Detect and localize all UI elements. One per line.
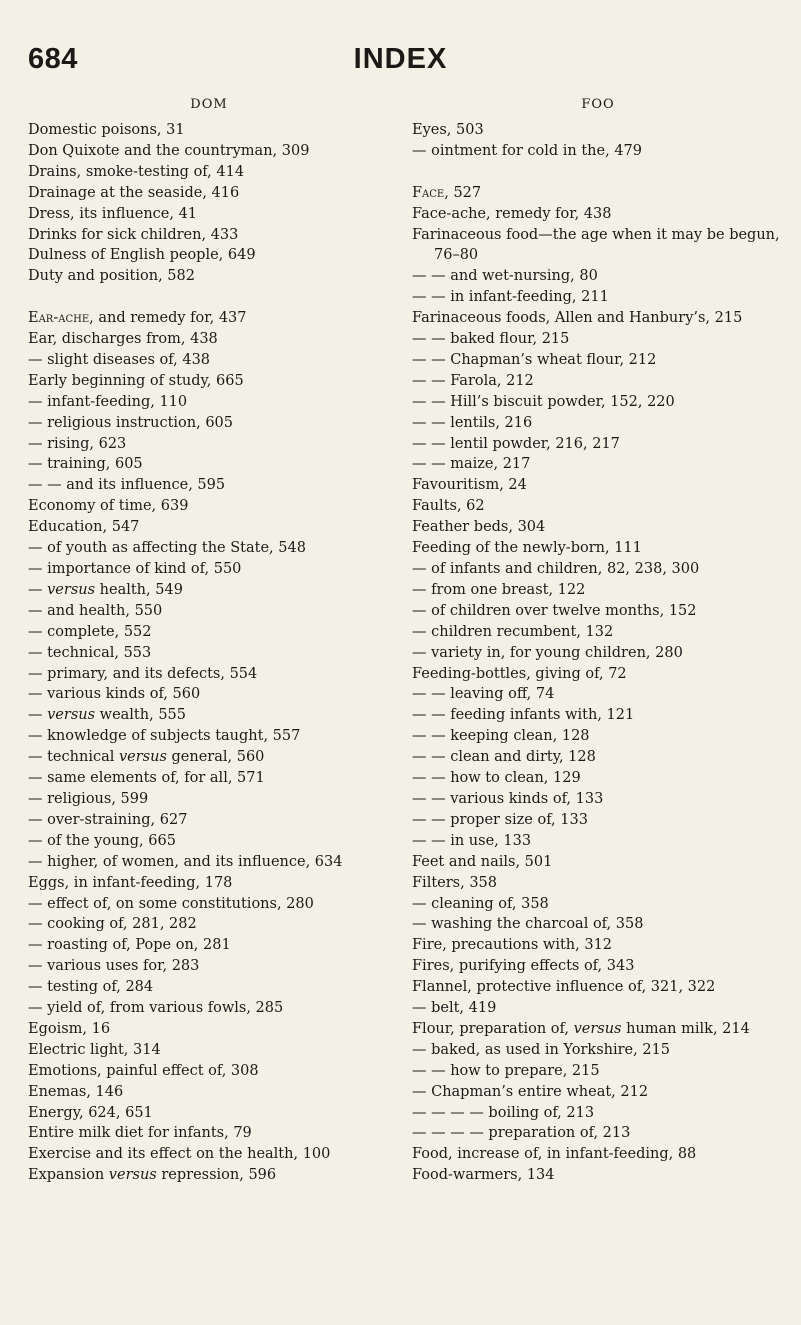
index-entry: [412, 810, 784, 831]
entry-text: — importance of kind of, 550: [28, 561, 242, 578]
right-column: [412, 96, 784, 1186]
index-entry: [28, 684, 390, 705]
entry-text: Drinks for sick children, 433: [28, 226, 239, 243]
index-entry: [28, 496, 390, 517]
entry-text: — — feeding infants with, 121: [412, 707, 635, 724]
entry-text: — washing the charcoal of, 358: [412, 916, 644, 933]
index-entry: [412, 935, 784, 956]
index-entry: [28, 1019, 390, 1040]
index-entry: [412, 454, 784, 475]
entry-text: Food, increase of, in infant-feeding, 88: [412, 1146, 697, 1163]
entry-text: Food-warmers, 134: [412, 1167, 555, 1184]
entry-text: — religious, 599: [28, 790, 149, 807]
entry-text: — baked, as used in Yorkshire, 215: [412, 1041, 671, 1058]
index-entry: [412, 496, 784, 517]
right-catchword: FOO: [581, 97, 615, 112]
entry-text: Eyes, 503: [412, 122, 484, 138]
index-entry: [28, 852, 390, 873]
entry-text: Duty and position, 582: [28, 268, 195, 285]
entry-text: — same elements of, for all, 571: [28, 770, 265, 787]
index-entry: [412, 747, 784, 768]
entry-text: — — leaving off, 74: [412, 686, 555, 703]
index-entry: [28, 1040, 390, 1061]
index-entry: [28, 1082, 390, 1103]
entry-text: — higher, of women, and its influence, 634: [28, 853, 343, 870]
entry-text: — ointment for cold in the, 479: [412, 142, 642, 159]
entry-text: 527: [453, 184, 482, 201]
entry-text: — yield of, from various fowls, 285: [28, 1000, 284, 1017]
entry-text: Expansion versus repression, 596: [28, 1167, 277, 1184]
index-entry: [28, 831, 390, 852]
index-entry: [412, 538, 784, 559]
page-header: [28, 43, 773, 83]
entry-text: — — how to clean, 129: [412, 770, 581, 787]
entry-text: — Chapman’s entire wheat, 212: [412, 1083, 649, 1100]
index-entry: [28, 1061, 390, 1082]
index-entry: [28, 914, 390, 935]
entry-text: Entire milk diet for infants, 79: [28, 1125, 252, 1142]
entry-text: Feet and nails, 501: [412, 853, 553, 870]
left-catchword: DOM: [190, 97, 228, 112]
entry-text: — — various kinds of, 133: [412, 790, 604, 807]
index-entry: [28, 1123, 390, 1144]
index-entry: [412, 1061, 784, 1082]
entry-text: Feeding of the newly-born, 111: [412, 540, 642, 557]
index-entry: [28, 622, 390, 643]
entry-text: — roasting of, Pope on, 281: [28, 937, 231, 954]
entry-text: — — clean and dirty, 128: [412, 749, 596, 766]
index-entry: [412, 726, 784, 747]
entry-text: — — proper size of, 133: [412, 811, 588, 828]
entry-headword: Face,: [412, 184, 449, 201]
index-entry: [412, 287, 784, 308]
entry-text: — of infants and children, 82, 238, 300: [412, 561, 700, 578]
entry-text: — of children over twelve months, 152: [412, 602, 697, 619]
entry-text: — versus wealth, 555: [28, 707, 186, 724]
entry-text: — — — — preparation of, 213: [412, 1125, 631, 1142]
index-entry: [412, 183, 784, 204]
entry-text: — — maize, 217: [412, 456, 531, 473]
right-entry-list: [412, 120, 784, 1186]
index-entry: [28, 245, 390, 266]
index-entry: [28, 392, 390, 413]
entry-text: — — — — boiling of, 213: [412, 1104, 595, 1121]
entry-text: — complete, 552: [28, 623, 152, 640]
entry-text: Filters, 358: [412, 874, 498, 891]
entry-text: Favouritism, 24: [412, 477, 527, 494]
index-entry: [412, 1123, 784, 1144]
entry-text: — and health, 550: [28, 602, 163, 619]
index-entry: [412, 266, 784, 287]
index-entry: [412, 705, 784, 726]
entry-text: Dulness of English people, 649: [28, 247, 256, 264]
entry-headword: Ear-ache,: [28, 310, 94, 327]
index-entry: [412, 434, 784, 455]
entry-text: Face-ache, remedy for, 438: [412, 205, 612, 222]
entry-text: — cooking of, 281, 282: [28, 916, 197, 933]
index-entry: [28, 810, 390, 831]
index-entry: [28, 413, 390, 434]
entry-text: Faults, 62: [412, 498, 485, 515]
index-entry: [28, 559, 390, 580]
index-entry: [28, 977, 390, 998]
index-entry: [28, 434, 390, 455]
index-entry: [412, 894, 784, 915]
entry-text: — — keeping clean, 128: [412, 728, 590, 745]
index-entry: [28, 266, 390, 287]
index-entry: [28, 308, 390, 329]
entry-text: — variety in, for young children, 280: [412, 644, 683, 661]
index-entry: [412, 873, 784, 894]
index-entry: [28, 726, 390, 747]
index-entry: [28, 225, 390, 246]
index-entry: [412, 956, 784, 977]
entry-text: — belt, 419: [412, 1000, 497, 1017]
entry-text: — effect of, on some constitutions, 280: [28, 895, 314, 912]
entry-text: — cleaning of, 358: [412, 895, 549, 912]
index-entry: [412, 977, 784, 998]
entry-text: — versus health, 549: [28, 581, 183, 598]
entry-text: — slight diseases of, 438: [28, 351, 211, 368]
index-entry: [412, 350, 784, 371]
index-entry: [28, 956, 390, 977]
index-entry: [412, 225, 784, 267]
index-entry: [28, 705, 390, 726]
index-entry: [412, 998, 784, 1019]
entry-text: Domestic poisons, 31: [28, 122, 185, 138]
index-entry: [28, 747, 390, 768]
entry-text: — from one breast, 122: [412, 581, 586, 598]
entry-text: — over-straining, 627: [28, 811, 188, 828]
index-entry: [28, 998, 390, 1019]
entry-text: — technical, 553: [28, 644, 152, 661]
entry-text: Ear, discharges from, 438: [28, 331, 218, 348]
entry-text: Eggs, in infant-feeding, 178: [28, 874, 233, 891]
entry-text: — — and wet-nursing, 80: [412, 268, 598, 285]
index-entry: [412, 559, 784, 580]
index-entry: [412, 664, 784, 685]
entry-text: — various uses for, 283: [28, 958, 200, 975]
entry-text: — rising, 623: [28, 435, 127, 452]
index-entry: [412, 1040, 784, 1061]
entry-text: — — and its influence, 595: [28, 477, 226, 494]
entry-text: Energy, 624, 651: [28, 1104, 153, 1121]
entry-text: Economy of time, 639: [28, 498, 189, 515]
index-entry: [28, 894, 390, 915]
entry-text: — technical versus general, 560: [28, 749, 265, 766]
index-entry: [412, 580, 784, 601]
index-entry: [412, 789, 784, 810]
index-entry: [28, 538, 390, 559]
page-title: INDEX: [353, 43, 448, 75]
index-entry: [28, 1165, 390, 1186]
index-entry: [412, 1019, 784, 1040]
entry-text: — — lentil powder, 216, 217: [412, 435, 620, 452]
entry-text: Farinaceous foods, Allen and Hanbury’s, 215: [412, 310, 743, 327]
index-entry: [412, 1165, 784, 1186]
entry-text: — — Hill’s biscuit powder, 152, 220: [412, 393, 675, 410]
left-column: [28, 96, 390, 1186]
index-entry: [28, 664, 390, 685]
index-entry: [28, 141, 390, 162]
index-entry: [28, 183, 390, 204]
entry-text: — — how to prepare, 215: [412, 1062, 600, 1079]
index-entry: [28, 643, 390, 664]
index-entry: [412, 643, 784, 664]
entry-text: — — in infant-feeding, 211: [412, 289, 609, 306]
entry-text: — — Farola, 212: [412, 372, 534, 389]
entry-text: — religious instruction, 605: [28, 414, 233, 431]
index-entry: [28, 601, 390, 622]
entry-text: — testing of, 284: [28, 979, 154, 996]
page-number: 684: [28, 43, 78, 75]
entry-text: Flannel, protective influence of, 321, 322: [412, 979, 716, 996]
entry-text: — primary, and its defects, 554: [28, 665, 258, 682]
index-entry: [412, 1103, 784, 1124]
entry-text: and remedy for, 437: [98, 310, 247, 327]
index-entry: [412, 371, 784, 392]
entry-text: Electric light, 314: [28, 1041, 161, 1058]
entry-text: — — baked flour, 215: [412, 331, 570, 348]
entry-text: Fire, precautions with, 312: [412, 937, 613, 954]
index-entry: [28, 350, 390, 371]
index-entry: [28, 329, 390, 350]
index-entry: [412, 1082, 784, 1103]
entry-text: Enemas, 146: [28, 1083, 124, 1100]
index-entry: [412, 475, 784, 496]
entry-text: — knowledge of subjects taught, 557: [28, 728, 301, 745]
index-entry: [412, 831, 784, 852]
index-entry: [412, 601, 784, 622]
index-entry: [28, 1144, 390, 1165]
index-entry: [412, 120, 784, 141]
index-entry: [412, 392, 784, 413]
entry-text: Early beginning of study, 665: [28, 372, 244, 389]
index-entry: [28, 120, 390, 141]
index-entry: [28, 768, 390, 789]
index-entry: [28, 789, 390, 810]
entry-text: Egoism, 16: [28, 1020, 111, 1037]
index-entry: [28, 454, 390, 475]
index-entry: [28, 371, 390, 392]
entry-text: Drainage at the seaside, 416: [28, 184, 240, 201]
entry-text: Don Quixote and the countryman, 309: [28, 142, 310, 159]
entry-text: — training, 605: [28, 456, 143, 473]
entry-text: — infant-feeding, 110: [28, 393, 188, 410]
index-entry: [412, 329, 784, 350]
entry-text: Flour, preparation of, versus human milk, 214: [412, 1020, 750, 1037]
entry-text: Emotions, painful effect of, 308: [28, 1062, 259, 1079]
entry-text: — various kinds of, 560: [28, 686, 201, 703]
left-entry-list: [28, 120, 390, 1186]
entry-text: — of youth as affecting the State, 548: [28, 540, 306, 557]
index-entry: [412, 204, 784, 225]
index-entry: [412, 1144, 784, 1165]
index-entry: [412, 768, 784, 789]
index-entry: [28, 873, 390, 894]
entry-text: Exercise and its effect on the health, 100: [28, 1146, 331, 1163]
entry-text: Feeding-bottles, giving of, 72: [412, 665, 627, 682]
entry-text: — children recumbent, 132: [412, 623, 614, 640]
entry-text: Education, 547: [28, 519, 140, 536]
index-entry: [28, 475, 390, 496]
entry-text: Dress, its influence, 41: [28, 205, 198, 222]
index-entry: [412, 413, 784, 434]
entry-text: Feather beds, 304: [412, 519, 546, 536]
index-entry: [412, 517, 784, 538]
index-entry: [412, 308, 784, 329]
index-entry: [412, 852, 784, 873]
entry-text: — — in use, 133: [412, 832, 532, 849]
index-entry: [412, 622, 784, 643]
index-entry: [28, 935, 390, 956]
index-entry: [28, 1103, 390, 1124]
index-entry: [412, 914, 784, 935]
entry-text: — — Chapman’s wheat flour, 212: [412, 351, 657, 368]
entry-text: Fires, purifying effects of, 343: [412, 958, 635, 975]
index-entry: [412, 141, 784, 162]
index-entry: [412, 684, 784, 705]
index-entry: [28, 204, 390, 225]
entry-text: Drains, smoke-testing of, 414: [28, 163, 245, 180]
index-entry: [28, 580, 390, 601]
index-entry: [28, 162, 390, 183]
entry-text: — of the young, 665: [28, 832, 176, 849]
entry-text: — — lentils, 216: [412, 414, 533, 431]
index-entry: [28, 517, 390, 538]
entry-text: Farinaceous food—the age when it may be begun, 76–80: [412, 226, 780, 264]
